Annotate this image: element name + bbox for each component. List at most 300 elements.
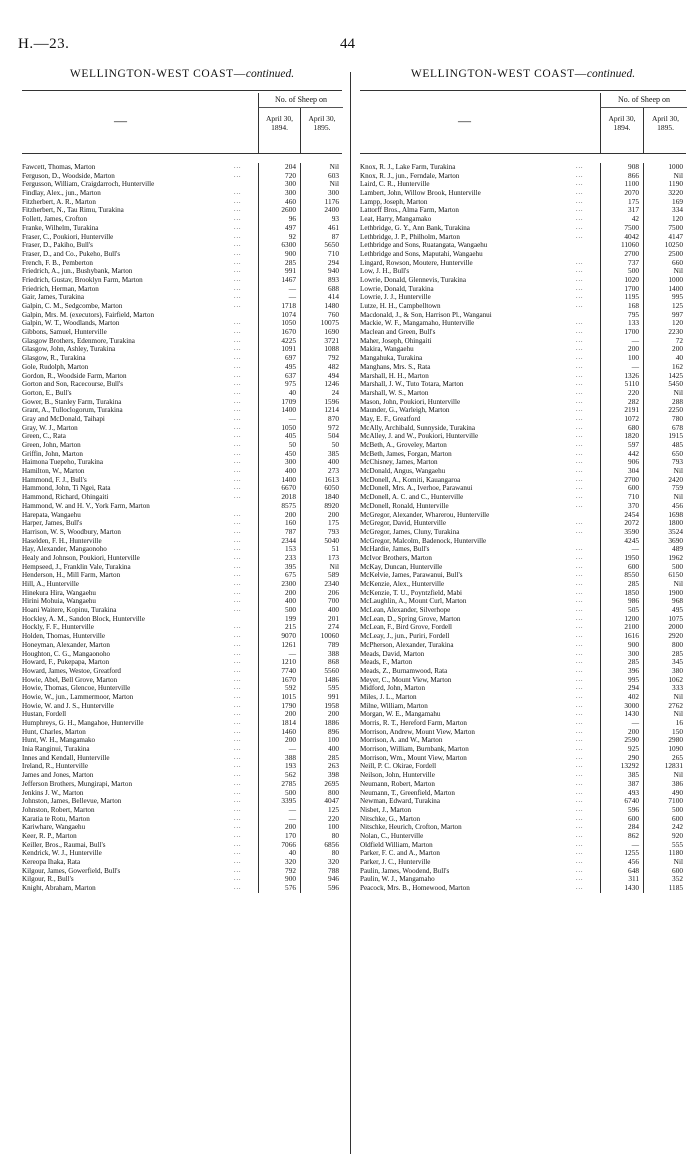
sheep-count-header: No. of Sheep on — [600, 93, 687, 108]
leader-dots: ... — [576, 433, 584, 440]
owner-name: Hockley, A. M., Sandon Block, Hunterville — [22, 614, 145, 623]
table-row — [22, 884, 342, 893]
leader-dots: ... — [576, 468, 584, 475]
column-rule — [300, 163, 301, 893]
sheep-count-1894: 96 — [288, 214, 296, 224]
leader-dots: ... — [576, 554, 584, 561]
sheep-count-1894: 500 — [285, 605, 296, 615]
sheep-count-1894: 460 — [285, 196, 296, 206]
sheep-count-1895: 1486 — [324, 674, 339, 684]
leader-dots: ... — [234, 685, 242, 692]
owner-name: Fergusson, William, Craigdarroch, Hunterville — [22, 180, 155, 189]
sheep-count-1894: 2700 — [624, 248, 639, 258]
sheep-count-1895: 100 — [328, 822, 339, 832]
sheep-count-1894: 285 — [285, 257, 296, 267]
leader-dots: ... — [234, 667, 242, 674]
owner-name: Fraser, D., Pakiho, Bull's — [22, 241, 93, 250]
sheep-count-1895: 1886 — [324, 718, 339, 727]
sheep-count-1894: 400 — [285, 596, 296, 606]
sheep-count-1895: Nil — [673, 266, 683, 276]
sheep-count-1894: 1700 — [624, 327, 639, 337]
owner-name: Hay, Alexander, Mangaonoho — [22, 545, 107, 554]
leader-dots: ... — [234, 415, 242, 422]
sheep-count-1895: 288 — [672, 396, 683, 406]
sheep-count-1895: 273 — [328, 466, 339, 476]
sheep-count-1895: 6150 — [668, 570, 683, 580]
sheep-count-1895: 688 — [328, 283, 339, 293]
owner-name: Leat, Harry, Mangamako — [360, 215, 432, 224]
leader-dots: ... — [234, 563, 242, 570]
owner-name: Howie, W. and J. S., Hunterville — [22, 701, 114, 710]
sheep-count-1895: 173 — [328, 552, 339, 562]
sheep-count-1894: 1718 — [281, 301, 296, 310]
leader-dots: ... — [234, 815, 242, 822]
owner-name: Maunder, G., Warleigh, Marton — [360, 406, 450, 415]
sheep-count-1895: 1840 — [324, 492, 339, 502]
leader-dots: ... — [576, 520, 584, 527]
owner-name: Hempseed, J., Franklin Vale, Turakina — [22, 562, 131, 571]
sheep-count-1894: 320 — [285, 857, 296, 866]
leader-dots: ... — [234, 268, 242, 275]
owner-name: Friedrich, Herman, Marton — [22, 284, 99, 293]
leader-dots: ... — [234, 885, 242, 892]
owner-name: Green, C., Rata — [22, 432, 66, 441]
leader-dots: ... — [234, 711, 242, 718]
leader-dots: ... — [234, 554, 242, 561]
sheep-count-1894: 311 — [628, 874, 639, 884]
leader-dots: ... — [576, 415, 584, 422]
sheep-count-1894: 1210 — [281, 657, 296, 667]
sheep-count-1894: 1255 — [624, 848, 639, 858]
owner-name: Paulin, W. J., Mangamaho — [360, 875, 435, 884]
leader-dots: ... — [234, 676, 242, 683]
leader-dots: ... — [576, 780, 584, 787]
sheep-count-1895: 10075 — [320, 318, 339, 328]
sheep-count-1894: — — [288, 813, 296, 823]
sheep-count-1895: 6856 — [324, 839, 339, 849]
sheep-count-1895: Nil — [329, 561, 339, 571]
sheep-count-1894: 908 — [628, 162, 639, 171]
sheep-count-1895: Nil — [673, 691, 683, 701]
leader-dots: ... — [576, 815, 584, 822]
sheep-count-1894: 1430 — [624, 709, 639, 719]
owner-name: Henderson, H., Mill Farm, Marton — [22, 571, 121, 580]
sheep-count-1894: 395 — [285, 561, 296, 571]
leader-dots: ... — [234, 294, 242, 301]
sheep-count-1894: 2785 — [281, 778, 296, 788]
sheep-count-1894: 1400 — [281, 474, 296, 484]
leader-dots: ... — [234, 372, 242, 379]
sheep-count-1894: 200 — [285, 822, 296, 832]
sheep-count-1894: 1820 — [624, 431, 639, 441]
sheep-count-1895: 4047 — [324, 796, 339, 806]
owner-name: Galpin, Mrs. M. (executors), Fairfield, Marton — [22, 310, 154, 319]
owner-name: McLean, F., Bird Grove, Fordell — [360, 623, 453, 632]
sheep-count-1895: 3690 — [668, 535, 683, 545]
owner-name: Kereopa Ihaka, Rata — [22, 858, 81, 866]
owner-name: Fawcett, Thomas, Marton — [22, 163, 96, 171]
owner-name: Miles, J. L., Marton — [360, 692, 417, 701]
sheep-count-1895: 1190 — [668, 179, 683, 189]
owner-name: Maher, Joseph, Ohingaiti — [360, 336, 432, 345]
sheep-count-1895: 334 — [672, 205, 683, 215]
owner-name: McLeay, J., jun., Puriri, Fordell — [360, 632, 450, 641]
leader-dots: ... — [576, 659, 584, 666]
sheep-count-1895: 285 — [672, 648, 683, 658]
leader-dots: ... — [576, 502, 584, 509]
sheep-count-1894: 200 — [628, 344, 639, 354]
owner-name: McBeth, James, Forgan, Marton — [360, 449, 452, 458]
sheep-count-1894: 576 — [285, 883, 296, 893]
owner-name: Holden, Thomas, Hunterville — [22, 632, 106, 641]
sheep-count-1894: 1195 — [624, 292, 639, 302]
sheep-count-1895: 400 — [328, 457, 339, 467]
leader-dots: ... — [576, 294, 584, 301]
owner-name: Griffin, John, Marton — [22, 449, 83, 458]
leader-dots: ... — [576, 867, 584, 874]
owner-name: Gorton and Son, Racecourse, Bull's — [22, 380, 123, 389]
leader-dots: ... — [576, 850, 584, 857]
sheep-count-1895: 759 — [672, 483, 683, 493]
leader-dots: ... — [234, 450, 242, 457]
sheep-count-1895: 242 — [672, 822, 683, 832]
sheep-count-1895: 1000 — [668, 274, 683, 284]
sheep-count-1895: 2230 — [668, 327, 683, 337]
sheep-count-1895: 870 — [328, 413, 339, 423]
sheep-count-1894: 450 — [285, 448, 296, 458]
owner-name: Hammond, John, Ti Ngei, Rata — [22, 484, 111, 493]
owner-name: Gair, James, Turakina — [22, 293, 84, 302]
owner-name: Marshall, H. H., Marton — [360, 371, 429, 380]
leader-dots: ... — [234, 242, 242, 249]
owner-name: Meads, David, Marton — [360, 649, 425, 658]
owner-name: Hunt, Charles, Marton — [22, 727, 86, 736]
sheep-count-1894: 442 — [628, 448, 639, 458]
sheep-count-1894: 300 — [285, 457, 296, 467]
sheep-count-1895: 1180 — [668, 848, 683, 858]
sheep-count-1895: 169 — [672, 196, 683, 206]
sheep-count-1894: 6670 — [281, 483, 296, 493]
sheep-count-1895: 596 — [328, 883, 339, 893]
sheep-count-1895: 93 — [331, 214, 339, 224]
owner-name: French, F. B., Pemberton — [22, 258, 93, 267]
owner-name: Howie, Thomas, Glencoe, Hunterville — [22, 684, 131, 693]
sheep-count-1894: 168 — [628, 301, 639, 310]
sheep-count-1894: 4042 — [624, 231, 639, 241]
leader-dots: ... — [234, 407, 242, 414]
sheep-count-1895: 792 — [328, 353, 339, 363]
sheep-count-1895: 1800 — [668, 518, 683, 528]
leader-dots: ... — [576, 607, 584, 614]
sheep-count-1895: 2500 — [668, 248, 683, 258]
leader-dots: ... — [234, 754, 242, 761]
leader-dots: ... — [576, 676, 584, 683]
owner-name: Makira, Wangaehu — [360, 345, 414, 354]
owner-name: McGregor, David, Hunterville — [360, 519, 446, 528]
sheep-count-1894: 1050 — [281, 318, 296, 328]
leader-dots: ... — [234, 746, 242, 753]
sheep-count-1894: 1850 — [624, 587, 639, 597]
sheep-count-1895: 995 — [672, 292, 683, 302]
leader-dots: ... — [234, 494, 242, 501]
sheep-count-1895: 789 — [328, 639, 339, 649]
sheep-count-1895: 385 — [328, 448, 339, 458]
sheep-count-1894: 562 — [285, 770, 296, 780]
leader-dots: ... — [576, 450, 584, 457]
owner-name: Fitzherbert, A. R., Marton — [22, 197, 96, 206]
sheep-count-1894: 153 — [285, 544, 296, 554]
leader-dots: ... — [576, 824, 584, 831]
sheep-count-1895: 2695 — [324, 778, 339, 788]
owner-name: Friedrich, Gustav, Brooklyn Farm, Marton — [22, 275, 143, 284]
owner-name: Nolan, C., Hunterville — [360, 831, 424, 840]
sheep-count-1894: 2100 — [624, 622, 639, 632]
owner-name: Hirini Mohuia, Wangaehu — [22, 597, 96, 606]
sheep-count-1894: 92 — [288, 231, 296, 241]
sheep-count-1894: 40 — [288, 387, 296, 397]
leader-dots: ... — [234, 589, 242, 596]
year-1895-header: April 30, 1895. — [643, 108, 687, 153]
owner-name: Morris, R. T., Hereford Farm, Marton — [360, 719, 467, 727]
sheep-count-1895: 991 — [328, 691, 339, 701]
leader-dots: ... — [576, 424, 584, 431]
sheep-count-1894: 2070 — [624, 188, 639, 198]
owner-name: Haselden, F. H., Hunterville — [22, 536, 102, 545]
owner-name: McLean, Alexander, Silverhope — [360, 606, 451, 615]
sheep-count-1894: 284 — [628, 822, 639, 832]
leader-dots: ... — [576, 641, 584, 648]
owner-name: Harepata, Wangaehu — [22, 510, 81, 519]
sheep-count-1895: 150 — [672, 726, 683, 736]
sheep-count-1895: 1090 — [668, 744, 683, 754]
leader-dots: ... — [234, 433, 242, 440]
owner-name: Lampp, Joseph, Marton — [360, 197, 428, 206]
owner-name: Morrison, William, Burnbank, Marton — [360, 745, 469, 754]
sheep-count-1894: 1100 — [624, 179, 639, 189]
owner-name: Howie, Abel, Bell Grove, Marton — [22, 675, 118, 684]
owner-name: Lingard, Rowson, Moutere, Hunterville — [360, 258, 473, 267]
sheep-count-1894: 200 — [285, 735, 296, 745]
leader-dots: ... — [234, 702, 242, 709]
owner-name: Gray, W. J., Marton — [22, 423, 78, 432]
sheep-count-1895: 2920 — [668, 631, 683, 641]
sheep-count-1895: 7500 — [668, 222, 683, 232]
sheep-count-1894: 1670 — [281, 674, 296, 684]
sheep-count-1895: 893 — [328, 274, 339, 284]
leader-dots: ... — [576, 285, 584, 292]
sheep-count-1895: 650 — [672, 448, 683, 458]
leader-dots: ... — [576, 363, 584, 370]
sheep-count-1894: — — [631, 839, 639, 849]
sheep-count-1894: 4245 — [624, 535, 639, 545]
sheep-count-1895: 10060 — [320, 631, 339, 641]
owner-name: Hammond, W. and H. V., York Farm, Marton — [22, 501, 150, 510]
leader-dots: ... — [234, 824, 242, 831]
leader-dots: ... — [576, 276, 584, 283]
sheep-count-1894: 290 — [628, 752, 639, 762]
sheep-count-1894: 13292 — [620, 761, 639, 771]
owner-name: Lowrie, Donald, Turakina — [360, 284, 434, 293]
sheep-count-1895: 1088 — [324, 344, 339, 354]
leader-dots: ... — [576, 164, 584, 170]
sheep-count-1895: Nil — [673, 170, 683, 180]
sheep-count-1894: 592 — [285, 683, 296, 693]
owner-name: Morrison, A. and W., Marton — [360, 736, 443, 745]
column-title — [360, 68, 686, 80]
sheep-count-1894: 1091 — [281, 344, 296, 354]
sheep-count-1894: 1430 — [624, 883, 639, 893]
leader-dots: ... — [576, 563, 584, 570]
sheep-count-1894: 300 — [628, 648, 639, 658]
owner-name: Macdonald, J., & Son, Harrison Pl., Wanganui — [360, 310, 492, 319]
owner-name: Howard, F., Pukepapa, Marton — [22, 658, 110, 667]
sheep-count-1894: 2590 — [624, 735, 639, 745]
sheep-count-1895: 710 — [328, 248, 339, 258]
sheep-count-1895: 678 — [672, 422, 683, 432]
sheep-count-1895: 206 — [328, 587, 339, 597]
table-header — [22, 90, 342, 154]
owner-name: Harrison, W. S, Woodbury, Marton — [22, 527, 121, 536]
owner-name: McIvor Brothers, Marton — [360, 553, 432, 562]
sheep-count-1894: — — [288, 413, 296, 423]
leader-dots: ... — [234, 537, 242, 544]
leader-dots: ... — [234, 841, 242, 848]
leader-dots: ... — [234, 780, 242, 787]
owner-list — [22, 163, 342, 893]
sheep-count-1895: Nil — [329, 179, 339, 189]
owner-name: Oldfield William, Marton — [360, 840, 433, 849]
sheep-count-1894: 1700 — [624, 283, 639, 293]
owner-name: McAlly, Archibald, Sunnyside, Turakina — [360, 423, 476, 432]
sheep-count-1894: 170 — [285, 830, 296, 840]
leader-dots: ... — [234, 720, 242, 726]
leader-dots: ... — [234, 346, 242, 353]
owner-name: Knight, Abraham, Marton — [22, 884, 96, 893]
sheep-count-1894: 387 — [628, 778, 639, 788]
sheep-count-1894: 597 — [628, 440, 639, 449]
sheep-count-1895: 100 — [328, 735, 339, 745]
column-rule — [643, 163, 644, 893]
leader-dots: ... — [234, 633, 242, 640]
sheep-count-1894: 40 — [288, 848, 296, 858]
sheep-count-1895: 1214 — [324, 405, 339, 415]
leader-dots: ... — [576, 546, 584, 553]
owner-name: Nitschke, Heurich, Crofton, Marton — [360, 823, 462, 832]
sheep-count-1894: 42 — [631, 214, 639, 224]
owner-name: McKay, Duncan, Hunterville — [360, 562, 443, 571]
owner-name: Friedrich, A., jun., Bushybank, Marton — [22, 267, 133, 276]
sheep-count-1895: 80 — [331, 848, 339, 858]
sheep-count-1895: 1915 — [668, 431, 683, 441]
sheep-count-1895: Nil — [329, 162, 339, 171]
sheep-count-1895: 603 — [328, 170, 339, 180]
year-1894-header: April 30, 1894. — [258, 108, 300, 153]
owner-name: Parker, F. C. and A., Marton — [360, 849, 440, 858]
sheep-count-1894: 637 — [285, 370, 296, 380]
sheep-count-1895: 380 — [672, 665, 683, 675]
leader-dots: ... — [234, 598, 242, 605]
sheep-count-1895: 2420 — [668, 474, 683, 484]
owner-name: McLean, D., Spring Grove, Marton — [360, 614, 461, 623]
leader-dots: ... — [234, 520, 242, 527]
owner-name: Fraser, D., and Co., Pukeho, Bull's — [22, 249, 121, 258]
owner-name: Green, John, Marton — [22, 441, 81, 449]
leader-dots: ... — [234, 476, 242, 483]
leader-dots: ... — [234, 867, 242, 874]
sheep-count-1894: 200 — [285, 587, 296, 597]
sheep-count-1895: 946 — [328, 874, 339, 884]
sheep-count-1894: — — [288, 744, 296, 754]
sheep-count-1895: 5560 — [324, 665, 339, 675]
sheep-count-1894: 1200 — [624, 613, 639, 623]
owner-name: Marshall, W. S., Marton — [360, 388, 429, 397]
sheep-count-1895: 300 — [328, 188, 339, 198]
sheep-count-1894: 285 — [628, 657, 639, 667]
sheep-count-1894: 596 — [628, 804, 639, 814]
leader-dots: ... — [234, 850, 242, 857]
owner-name: James and Jones, Marton — [22, 771, 94, 780]
sheep-count-1894: 1400 — [281, 405, 296, 415]
sheep-count-1895: 600 — [672, 865, 683, 875]
sheep-count-1894: 5110 — [624, 379, 639, 389]
sheep-count-1895: 200 — [672, 344, 683, 354]
owner-name: Morrison, Andrew, Mount View, Marton — [360, 727, 475, 736]
sheep-count-1895: 352 — [672, 874, 683, 884]
sheep-count-1894: 2700 — [624, 474, 639, 484]
leader-dots: ... — [576, 598, 584, 605]
sheep-count-1895: 1062 — [668, 674, 683, 684]
owner-name: Maclean and Green, Bull's — [360, 328, 436, 337]
leader-dots: ... — [234, 442, 242, 448]
leader-dots: ... — [234, 876, 242, 883]
leader-dots: ... — [234, 546, 242, 553]
sheep-count-1895: 1075 — [668, 613, 683, 623]
leader-dots: ... — [234, 250, 242, 257]
leader-dots: ... — [234, 329, 242, 336]
sheep-count-1894: 866 — [628, 170, 639, 180]
owner-name: Hockly, F. F., Hunterville — [22, 623, 94, 632]
owner-name: Johnston, James, Bellevue, Marton — [22, 797, 122, 806]
owner-name: Hill, A., Hunterville — [22, 580, 79, 588]
sheep-count-1894: 6300 — [281, 240, 296, 250]
sheep-count-1894: 50 — [288, 440, 296, 449]
sheep-count-1894: 370 — [628, 500, 639, 510]
leader-dots: ... — [576, 355, 584, 362]
leader-dots: ... — [576, 693, 584, 700]
sheep-count-1895: 4147 — [668, 231, 683, 241]
owner-name: Jefferson Brothers, Mungirapi, Marton — [22, 779, 132, 788]
leader-dots: ... — [234, 459, 242, 466]
sheep-count-1894: 975 — [285, 379, 296, 389]
leader-dots: ... — [576, 398, 584, 405]
sheep-count-1894: 220 — [628, 387, 639, 397]
owner-name: Lethbridge and Sons, Ruatangata, Wangaehu — [360, 241, 488, 250]
sheep-count-1894: 600 — [628, 813, 639, 823]
sheep-count-1895: 3524 — [668, 526, 683, 536]
owner-name: Lowrie, J. J., Hunterville — [360, 293, 431, 302]
owner-name: Lambert, John, Willow Brook, Hunterville — [360, 189, 481, 198]
owner-name: Neumann, Robert, Marton — [360, 779, 435, 788]
leader-dots: ... — [576, 685, 584, 692]
owner-name: Nisbet, J., Marton — [360, 805, 412, 814]
column-rule — [258, 163, 259, 893]
sheep-count-1895: 788 — [328, 865, 339, 875]
sheep-count-1895: Nil — [673, 387, 683, 397]
sheep-count-1894: 300 — [285, 188, 296, 198]
sheep-count-header: No. of Sheep on — [258, 93, 343, 108]
sheep-count-1895: 3721 — [324, 335, 339, 345]
sheep-count-1895: 1690 — [324, 327, 339, 337]
